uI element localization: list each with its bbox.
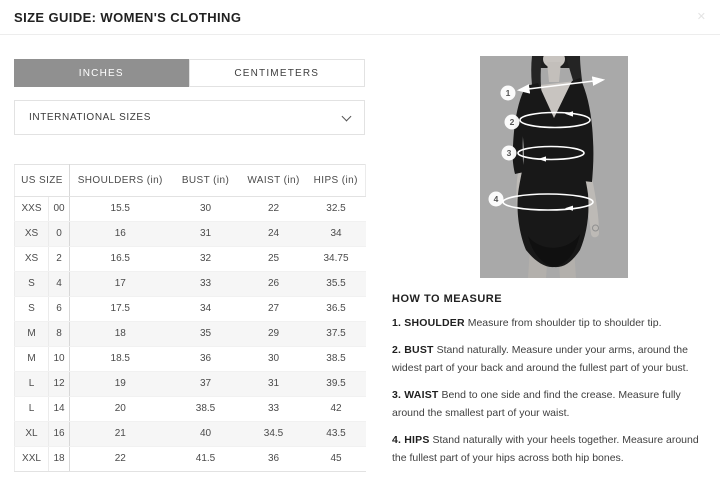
cell-waist: 36 [241, 447, 307, 472]
cell-bust: 36 [171, 347, 241, 372]
cell-waist: 29 [241, 322, 307, 347]
how-to-measure-heading: HOW TO MEASURE [392, 293, 503, 305]
cell-bust: 37 [171, 372, 241, 397]
cell-us-size: 12 [49, 372, 70, 397]
svg-text:3: 3 [506, 148, 512, 158]
measure-step [392, 314, 714, 332]
measure-steps [390, 314, 714, 467]
step-text: Bend to one side and find the crease. Measure fully around the smallest part of your waist. [392, 389, 681, 419]
cell-hips: 32.5 [307, 197, 366, 222]
step-text: Stand naturally with your heels together. Measure around the fullest part of your hips across both hip bones. [392, 434, 699, 464]
cell-size-label: XS [15, 247, 49, 272]
cell-shoulders: 20 [70, 397, 171, 422]
page-header [0, 0, 720, 35]
cell-hips: 42 [307, 397, 366, 422]
measure-step [392, 341, 714, 377]
how-to-measure-panel [390, 35, 714, 467]
cell-bust: 38.5 [171, 397, 241, 422]
svg-text:2: 2 [509, 117, 515, 127]
cell-shoulders: 18.5 [70, 347, 171, 372]
cell-waist: 25 [241, 247, 307, 272]
cell-us-size: 14 [49, 397, 70, 422]
tab-centimeters[interactable]: CENTIMETERS [189, 59, 366, 87]
cell-bust: 40 [171, 422, 241, 447]
cell-us-size: 8 [49, 322, 70, 347]
cell-size-label: L [15, 372, 49, 397]
cell-waist: 26 [241, 272, 307, 297]
step-label: 1. SHOULDER [392, 317, 465, 329]
table-row [15, 422, 366, 447]
measure-badge-3 [502, 146, 517, 161]
step-text: Measure from shoulder tip to shoulder tip. [467, 317, 662, 329]
cell-waist: 33 [241, 397, 307, 422]
page-title: SIZE GUIDE: WOMEN'S CLOTHING [14, 9, 242, 25]
cell-hips: 39.5 [307, 372, 366, 397]
cell-hips: 45 [307, 447, 366, 472]
step-text: Stand naturally. Measure under your arms, around the widest part of your back and around the fullest part of your bust. [392, 344, 689, 374]
tab-inches[interactable]: INCHES [14, 59, 189, 87]
cell-shoulders: 16 [70, 222, 171, 247]
close-icon[interactable]: ✕ [696, 10, 706, 23]
cell-size-label: XL [15, 422, 49, 447]
table-row [15, 322, 366, 347]
measure-step [392, 431, 714, 467]
cell-size-label: S [15, 297, 49, 322]
figure-neck [547, 62, 561, 82]
col-header-us-size: US SIZE [15, 165, 70, 197]
step-label: 4. HIPS [392, 434, 430, 446]
international-sizes-select[interactable] [14, 100, 365, 135]
measure-badge-2 [505, 115, 520, 130]
unit-tabs [14, 59, 365, 87]
cell-us-size: 6 [49, 297, 70, 322]
svg-text:1: 1 [505, 88, 511, 98]
cell-shoulders: 22 [70, 447, 171, 472]
cell-shoulders: 16.5 [70, 247, 171, 272]
content [0, 35, 720, 472]
cell-size-label: M [15, 347, 49, 372]
cell-bust: 35 [171, 322, 241, 347]
cell-hips: 38.5 [307, 347, 366, 372]
measure-badge-1 [501, 86, 516, 101]
cell-bust: 32 [171, 247, 241, 272]
cell-us-size: 00 [49, 197, 70, 222]
cell-bust: 34 [171, 297, 241, 322]
cell-hips: 36.5 [307, 297, 366, 322]
cell-us-size: 2 [49, 247, 70, 272]
cell-hips: 34 [307, 222, 366, 247]
cell-bust: 41.5 [171, 447, 241, 472]
col-header-shoulders: SHOULDERS (in) [70, 165, 171, 197]
cell-bust: 33 [171, 272, 241, 297]
cell-us-size: 0 [49, 222, 70, 247]
cell-us-size: 16 [49, 422, 70, 447]
cell-waist: 24 [241, 222, 307, 247]
cell-waist: 31 [241, 372, 307, 397]
cell-hips: 34.75 [307, 247, 366, 272]
cell-hips: 37.5 [307, 322, 366, 347]
table-row [15, 222, 366, 247]
cell-shoulders: 18 [70, 322, 171, 347]
cell-waist: 27 [241, 297, 307, 322]
cell-size-label: XXS [15, 197, 49, 222]
table-row [15, 197, 366, 222]
svg-text:4: 4 [493, 194, 499, 204]
cell-shoulders: 17 [70, 272, 171, 297]
step-label: 3. WAIST [392, 389, 439, 401]
cell-waist: 30 [241, 347, 307, 372]
cell-hips: 35.5 [307, 272, 366, 297]
cell-waist: 34.5 [241, 422, 307, 447]
cell-size-label: XS [15, 222, 49, 247]
measure-badge-4 [489, 192, 504, 207]
table-header-row [15, 165, 366, 197]
cell-bust: 31 [171, 222, 241, 247]
select-value: INTERNATIONAL SIZES [29, 112, 151, 123]
table-row [15, 297, 366, 322]
cell-hips: 43.5 [307, 422, 366, 447]
size-guide-panel [14, 35, 365, 472]
size-table [14, 164, 366, 472]
cell-shoulders: 17.5 [70, 297, 171, 322]
cell-waist: 22 [241, 197, 307, 222]
col-header-bust: BUST (in) [171, 165, 241, 197]
cell-size-label: S [15, 272, 49, 297]
cell-us-size: 4 [49, 272, 70, 297]
table-row [15, 397, 366, 422]
cell-size-label: M [15, 322, 49, 347]
cell-us-size: 18 [49, 447, 70, 472]
col-header-waist: WAIST (in) [241, 165, 307, 197]
cell-size-label: L [15, 397, 49, 422]
measure-step [392, 386, 714, 422]
cell-shoulders: 15.5 [70, 197, 171, 222]
cell-size-label: XXL [15, 447, 49, 472]
cell-bust: 30 [171, 197, 241, 222]
col-header-hips: HIPS (in) [307, 165, 366, 197]
step-label: 2. BUST [392, 344, 434, 356]
cell-shoulders: 21 [70, 422, 171, 447]
table-row [15, 372, 366, 397]
measurement-figure-photo [480, 56, 628, 278]
table-row [15, 447, 366, 472]
table-row [15, 347, 366, 372]
chevron-down-icon [342, 111, 352, 121]
table-row [15, 247, 366, 272]
cell-us-size: 10 [49, 347, 70, 372]
table-row [15, 272, 366, 297]
cell-shoulders: 19 [70, 372, 171, 397]
